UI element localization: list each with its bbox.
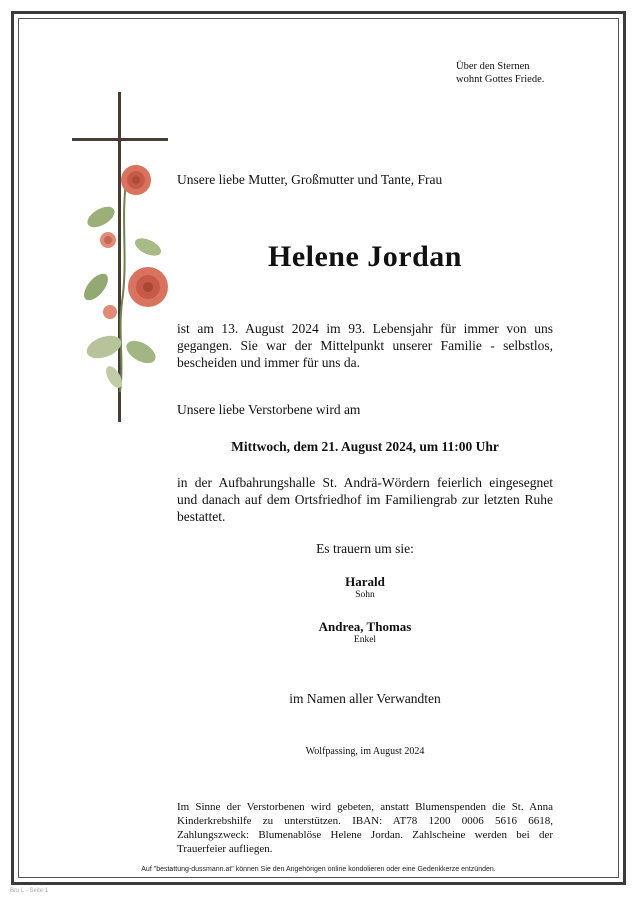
deceased-name: Helene Jordan [268,240,462,273]
mourner-name: Harald [345,574,385,589]
mourner-role: Enkel [353,635,377,645]
relatives-line: im Namen aller Verwandten [289,691,441,706]
cross-with-roses-icon [66,92,186,422]
place-date: Wolfpassing, im August 2024 [305,746,425,757]
funeral-intro: Unsere liebe Verstorbene wird am [177,402,361,417]
funeral-date: Mittwoch, dem 21. August 2024, um 11:00 Uhr [231,439,499,454]
mourner-role: Sohn [355,590,375,600]
mourner-entry [177,574,553,600]
intro-line: Unsere liebe Mutter, Großmutter und Tante, Frau [177,172,443,187]
mourner-name: Andrea, Thomas [318,619,412,634]
motto-line-1: Über den Sternen [456,61,530,72]
bio-text: ist am 13. August 2024 im 93. Lebensjahr für immer von uns gegangen. Sie war der Mittelpunkt unserer Familie - selbstlos, bescheiden und immer für uns da. [177,321,553,370]
ceremony-text: in der Aufbahrungshalle St. Andrä-Wördern feierlich eingesegnet und danach auf dem Ortsfriedhof im Familiengrab zur letzten Ruhe bestattet. [177,475,553,524]
donation-note: Im Sinne der Verstorbenen wird gebeten, anstatt Blumenspenden die St. Anna Kinderkrebshilfe zu unterstützen. IBAN: AT78 1200 0006 5616 6618, Zahlungszweck: Blumenablöse Helene Jordan. Zahlscheine werden bei der Trauerfeier aufliegen. [177,801,553,855]
online-condolence-note: Auf "bestattung-dussmann.at" können Sie den Angehörigen online kondolieren oder eine Gedenkkerze entzünden. [141,866,496,873]
motto [456,60,544,86]
mourners-intro: Es trauern um sie: [316,541,414,556]
motto-line-2: wohnt Gottes Friede. [456,74,545,85]
mourner-entry [177,619,553,645]
page-mark: Bru L - Seite 1 [10,888,49,894]
